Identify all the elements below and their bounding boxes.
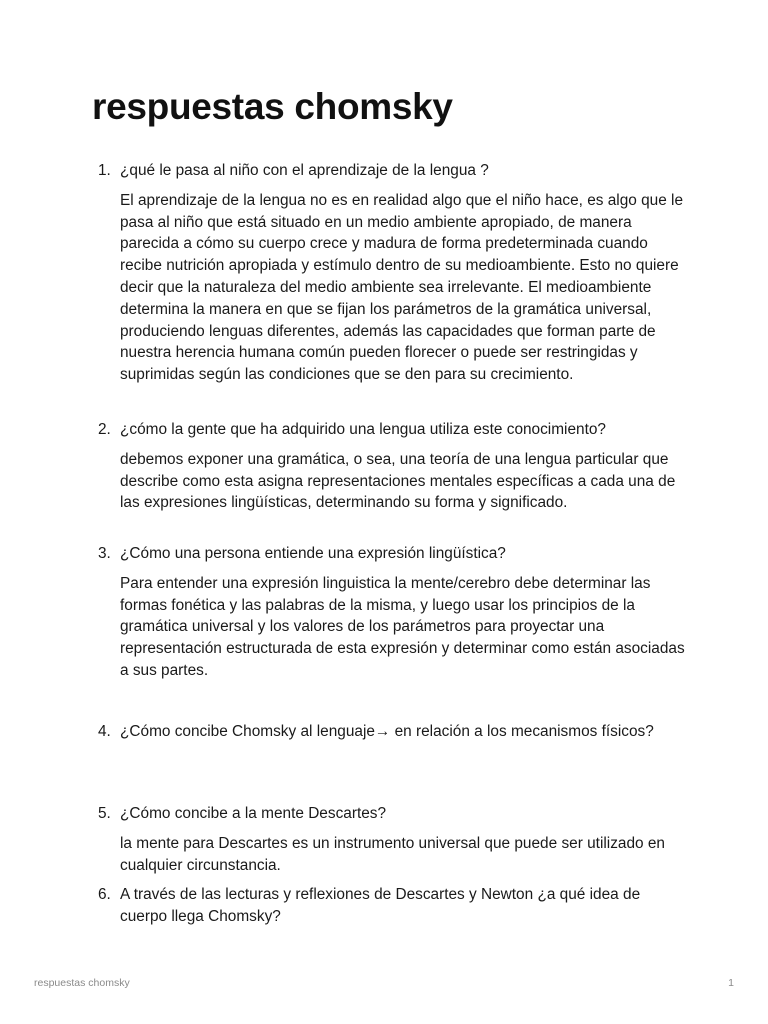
question-5 xyxy=(98,803,688,825)
question-2 xyxy=(98,419,688,441)
question-number: 6. xyxy=(98,886,111,903)
question-number: 3. xyxy=(98,545,111,562)
question-number: 2. xyxy=(98,421,111,438)
answer-3: Para entender una expresión linguistica la mente/cerebro debe determinar las formas fonética y las palabras de la misma, y luego usar los principios de la gramática universal y los valores de los parámetros para proyectar una representación estructurada de esta expresión y determinar como están asociadas a sus partes. xyxy=(120,574,685,679)
question-text: ¿qué le pasa al niño con el aprendizaje de la lengua ? xyxy=(120,162,489,179)
question-number: 1. xyxy=(98,162,111,179)
question-text: ¿cómo la gente que ha adquirido una lengua utiliza este conocimiento? xyxy=(120,421,606,438)
question-6 xyxy=(98,884,688,928)
question-number: 4. xyxy=(98,723,111,740)
footer-page-number: 1 xyxy=(728,977,734,989)
answer-2: debemos exponer una gramática, o sea, una teoría de una lengua particular que describe como esta asigna representaciones mentales específicas a cada una de las expresiones lingüísticas, determinando su forma y significado. xyxy=(120,450,676,512)
question-number: 5. xyxy=(98,805,111,822)
qa-item-6 xyxy=(98,884,688,928)
answer-1: El aprendizaje de la lengua no es en realidad algo que el niño hace, es algo que le pasa al niño que está situado en un medio ambiente apropiado, de manera parecida a cómo su cuerpo crece y madura de forma predeterminada cuando recibe nutrición apropiada y estímulo dentro de su medioambiente. Esto no quiere decir que la naturaleza del medio ambiente sea irrelevante. El medioambiente determina la manera en que se fijan los parámetros de la gramática universal, produciendo lenguas diferentes, además las capacidades que forman parte de nuestra herencia humana común pueden florecer o puede ser restringidas y suprimidas según las condiciones que se den para su crecimiento. xyxy=(120,191,684,384)
question-4 xyxy=(98,721,688,743)
qa-item-1 xyxy=(98,160,688,386)
question-text: ¿Cómo concibe a la mente Descartes? xyxy=(120,805,387,822)
answer-5: la mente para Descartes es un instrumento universal que puede ser utilizado en cualquier circunstancia. xyxy=(120,834,665,874)
qa-item-2 xyxy=(98,419,688,514)
question-1 xyxy=(98,160,688,182)
question-text: ¿Cómo una persona entiende una expresión lingüística? xyxy=(120,545,506,562)
footer-document-title: respuestas chomsky xyxy=(34,977,130,989)
question-text: A través de las lecturas y reflexiones de Descartes y Newton ¿a qué idea de cuerpo llega Chomsky? xyxy=(120,886,641,925)
qa-item-3 xyxy=(98,543,688,682)
question-3 xyxy=(98,543,688,565)
question-text: ¿Cómo concibe Chomsky al lenguaje→ en relación a los mecanismos físicos? xyxy=(120,723,654,740)
page-title: respuestas chomsky xyxy=(92,86,453,127)
qa-item-5 xyxy=(98,803,688,876)
qa-item-4 xyxy=(98,721,688,743)
